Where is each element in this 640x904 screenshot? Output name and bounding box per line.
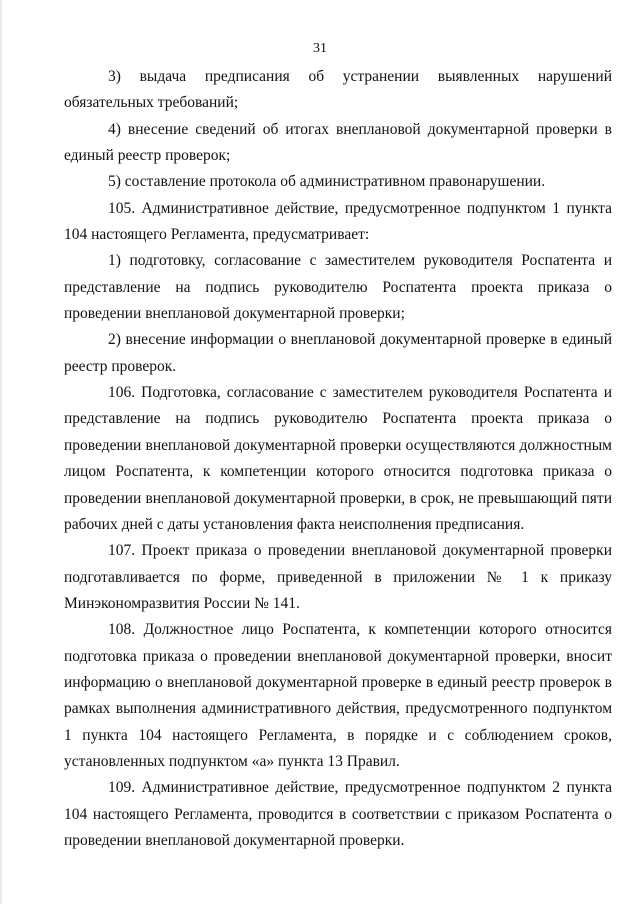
paragraph-item-5: 5) составление протокола об административном правонарушении. xyxy=(108,173,546,191)
document-body xyxy=(64,64,612,854)
paragraph-109: 109. Административное действие, предусмотренное подпунктом 2 пункта 104 настоящего Регламента, проводится в соответствии с приказом Роспатента о проведении внеплановой документарной проверки. xyxy=(64,779,612,849)
paragraph-105-item-1: 1) подготовку, согласование с заместителем руководителя Роспатента и представление на подпись руководителю Роспатента проекта приказа о проведении внеплановой документарной проверки; xyxy=(64,252,612,323)
paragraph-107: 107. Проект приказа о проведении внеплановой документарной проверки подготавливается по форме, приведенной в приложении № 1 к приказу Минэкономразвития России № 141. xyxy=(64,542,612,612)
paragraph-105-item-2: 2) внесение информации о внеплановой документарной проверке в единый реестр проверок. xyxy=(64,331,612,375)
page-number: 31 xyxy=(313,41,327,56)
paragraph-108: 108. Должностное лицо Роспатента, к компетенции которого относится подготовка приказа о проведении внеплановой документарной проверки, вносит информацию о внеплановой документарной проверке в единый реестр проверок в рамках выполнения административного действия, предусмотренного подпунктом 1 пункта 104 настоящего Регламента, в порядке и с соблюдением сроков, установленных подпунктом «а» пункта 13 Правил. xyxy=(64,621,612,770)
paragraph-106: 106. Подготовка, согласование с заместителем руководителя Роспатента и представление на подпись руководителю Роспатента проекта приказа о проведении внеплановой документарной проверки осуществляются должностным лицом Роспатента, к компетенции которого относится подготовка приказа о проведении внеплановой документарной проверки, в срок, не превышающий пяти рабочих дней с даты установления факта неисполнения предписания. xyxy=(64,384,612,533)
paragraph-item-3: 3) выдача предписания об устранении выявленных нарушений обязательных требований; xyxy=(64,68,612,112)
scan-edge xyxy=(0,0,2,904)
paragraph-105: 105. Административное действие, предусмотренное подпунктом 1 пункта 104 настоящего Регламента, предусматривает: xyxy=(64,199,612,244)
paragraph-item-4: 4) внесение сведений об итогах внеплановой документарной проверки в единый реестр проверок; xyxy=(64,120,612,165)
